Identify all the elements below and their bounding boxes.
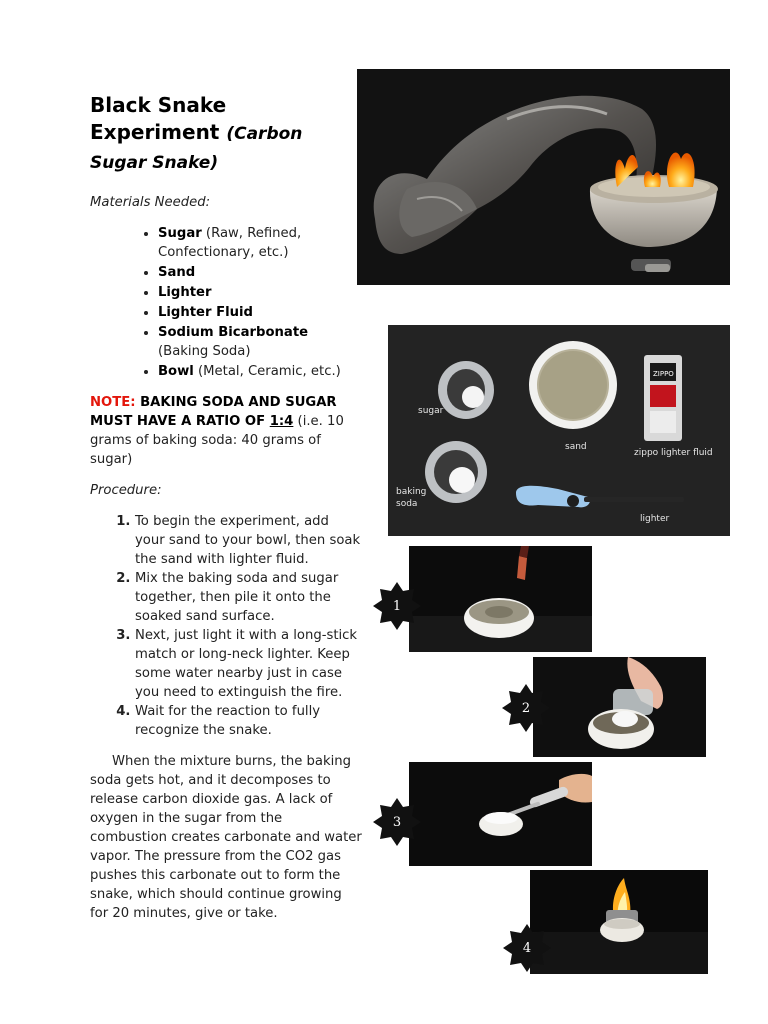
step-2-photo	[533, 657, 706, 757]
procedure-step: 2. Mix the baking soda and sugar together, then pile it onto the soaked sand surface.	[135, 569, 362, 626]
material-detail: (Baking Soda)	[158, 344, 251, 359]
material-item	[158, 224, 362, 262]
step-2-badge	[501, 683, 551, 733]
step-1-badge	[372, 581, 422, 631]
material-item	[158, 362, 362, 381]
badge-number: 4	[522, 941, 532, 956]
step-3-badge	[372, 797, 422, 847]
ratio-note	[90, 393, 362, 469]
step-3-photo	[409, 762, 592, 866]
material-detail: (Raw, Refined, Confectionary, etc.)	[158, 226, 302, 260]
label-baking-soda-line2: soda	[396, 499, 418, 509]
material-item	[158, 263, 362, 282]
badge-number: 1	[392, 599, 402, 614]
page-title	[90, 92, 362, 177]
hero-snake-photo	[357, 69, 730, 285]
materials-list	[90, 224, 362, 381]
label-lighter: lighter	[640, 514, 670, 524]
procedure-list	[90, 512, 362, 740]
procedure-step: 3. Next, just light it with a long-stick match or long-neck lighter. Keep some water nearby just in case you need to extinguish the fire.	[135, 626, 362, 702]
materials-heading: Materials Needed:	[90, 195, 211, 210]
label-baking-soda-line1: baking	[396, 487, 427, 497]
note-label: NOTE:	[90, 395, 136, 410]
note-bold-text: BAKING SODA AND SUGAR MUST HAVE A RATIO OF	[90, 395, 337, 429]
material-item	[158, 323, 362, 361]
title-main: Black Snake Experiment	[90, 93, 227, 144]
procedure-heading: Procedure:	[90, 483, 162, 498]
material-name: Sodium Bicarbonate	[158, 325, 309, 340]
step-1-photo	[409, 546, 592, 652]
badge-number: 2	[521, 701, 531, 716]
material-name: Lighter	[158, 285, 212, 300]
procedure-step: 1. To begin the experiment, add your sand to your bowl, then soak the sand with lighter fluid.	[135, 512, 362, 569]
material-detail: (Metal, Ceramic, etc.)	[193, 364, 341, 379]
step-4-badge	[502, 923, 552, 973]
step-4-photo	[530, 870, 708, 974]
material-item	[158, 303, 362, 322]
label-sugar: sugar	[418, 406, 444, 416]
label-lighter-fluid: zippo lighter fluid	[634, 448, 713, 458]
material-name: Sugar	[158, 226, 202, 241]
procedure-step: 4. Wait for the reaction to fully recognize the snake.	[135, 702, 362, 740]
can-brand: ZIPPO	[653, 370, 674, 378]
badge-number: 3	[392, 815, 402, 830]
long-neck-lighter-icon	[516, 486, 684, 508]
note-ratio: 1:4	[269, 414, 294, 429]
note-rest: (i.e. 10 grams of baking soda: 40 grams of sugar)	[90, 414, 344, 467]
material-name: Bowl	[158, 364, 194, 379]
label-sand: sand	[565, 442, 587, 452]
text-column	[90, 92, 362, 923]
material-name: Sand	[158, 265, 196, 280]
explanation-paragraph: When the mixture burns, the baking soda gets hot, and it decomposes to release carbon dioxide gas. A lack of oxygen in the sugar from the combustion creates carbonate and water vapor. The pressure from the CO2 gas pushes this carbonate out to form the snake, which should continue growing for 20 minutes, give or take.	[90, 754, 362, 921]
material-name: Lighter Fluid	[158, 305, 253, 320]
title-subtitle: (Carbon Sugar Snake)	[90, 124, 303, 173]
materials-photo	[388, 325, 730, 536]
material-item	[158, 283, 362, 302]
